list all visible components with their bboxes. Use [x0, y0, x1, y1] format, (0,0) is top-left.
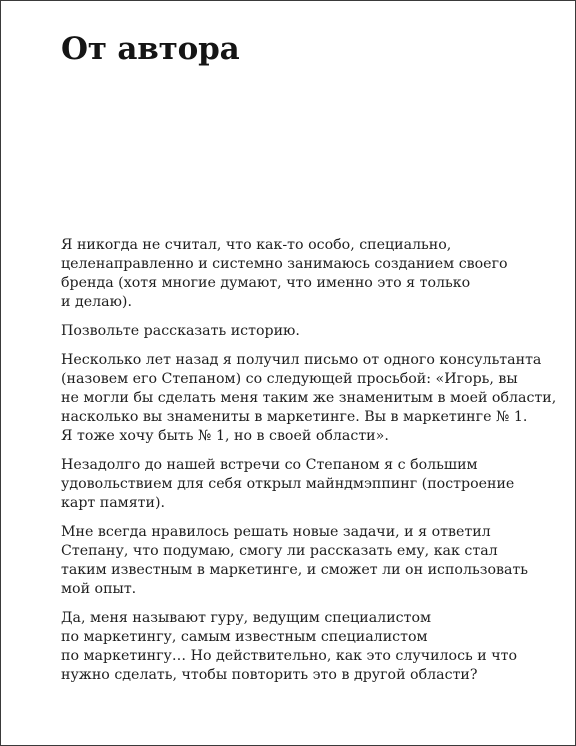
- paragraph: [61, 523, 529, 599]
- text-line: Мне всегда нравилось решать новые задачи, и я ответил: [61, 524, 491, 540]
- text-line: и делаю).: [61, 294, 132, 310]
- text-line: (назовем его Степаном) со следующей просьбой: «Игорь, вы: [61, 371, 518, 387]
- paragraph: [61, 351, 557, 446]
- paragraph: [61, 236, 511, 312]
- text-line: Да, меня называют гуру, ведущим специалистом: [61, 610, 432, 626]
- paragraph: [61, 322, 511, 341]
- paragraph: [61, 609, 517, 685]
- text-line: таким известным в маркетинге, и сможет ли он использовать: [61, 562, 529, 578]
- text-line: мой опыт.: [61, 581, 137, 597]
- text-line: Степану, что подумаю, смогу ли рассказать ему, как стал: [61, 543, 498, 559]
- chapter-title: От автора: [61, 31, 240, 67]
- text-line: насколько вы знамениты в маркетинге. Вы в маркетинге № 1.: [61, 409, 528, 425]
- paragraph: [61, 456, 515, 513]
- text-line: карт памяти).: [61, 495, 166, 511]
- text-line: не могли бы сделать меня таким же знаменитым в моей области,: [61, 390, 557, 406]
- text-line: удовольствием для себя открыл майндмэппинг (построение: [61, 476, 515, 492]
- text-line: по маркетингу… Но действительно, как это случилось и что: [61, 648, 517, 664]
- text-line: Позвольте рассказать историю.: [61, 323, 300, 339]
- chapter-body: [61, 236, 557, 695]
- text-line: Незадолго до нашей встречи со Степаном я с большим: [61, 457, 478, 473]
- text-line: Я тоже хочу быть № 1, но в своей области».: [61, 428, 389, 444]
- text-line: бренда (хотя многие думают, что именно это я только: [61, 275, 471, 291]
- text-line: Несколько лет назад я получил письмо от одного консультанта: [61, 352, 542, 368]
- text-line: нужно сделать, чтобы повторить это в другой области?: [61, 667, 478, 683]
- text-line: Я никогда не считал, что как-то особо, специально,: [61, 237, 452, 253]
- text-line: целенаправленно и системно занимаюсь созданием своего: [61, 256, 508, 272]
- text-line: по маркетингу, самым известным специалистом: [61, 629, 428, 645]
